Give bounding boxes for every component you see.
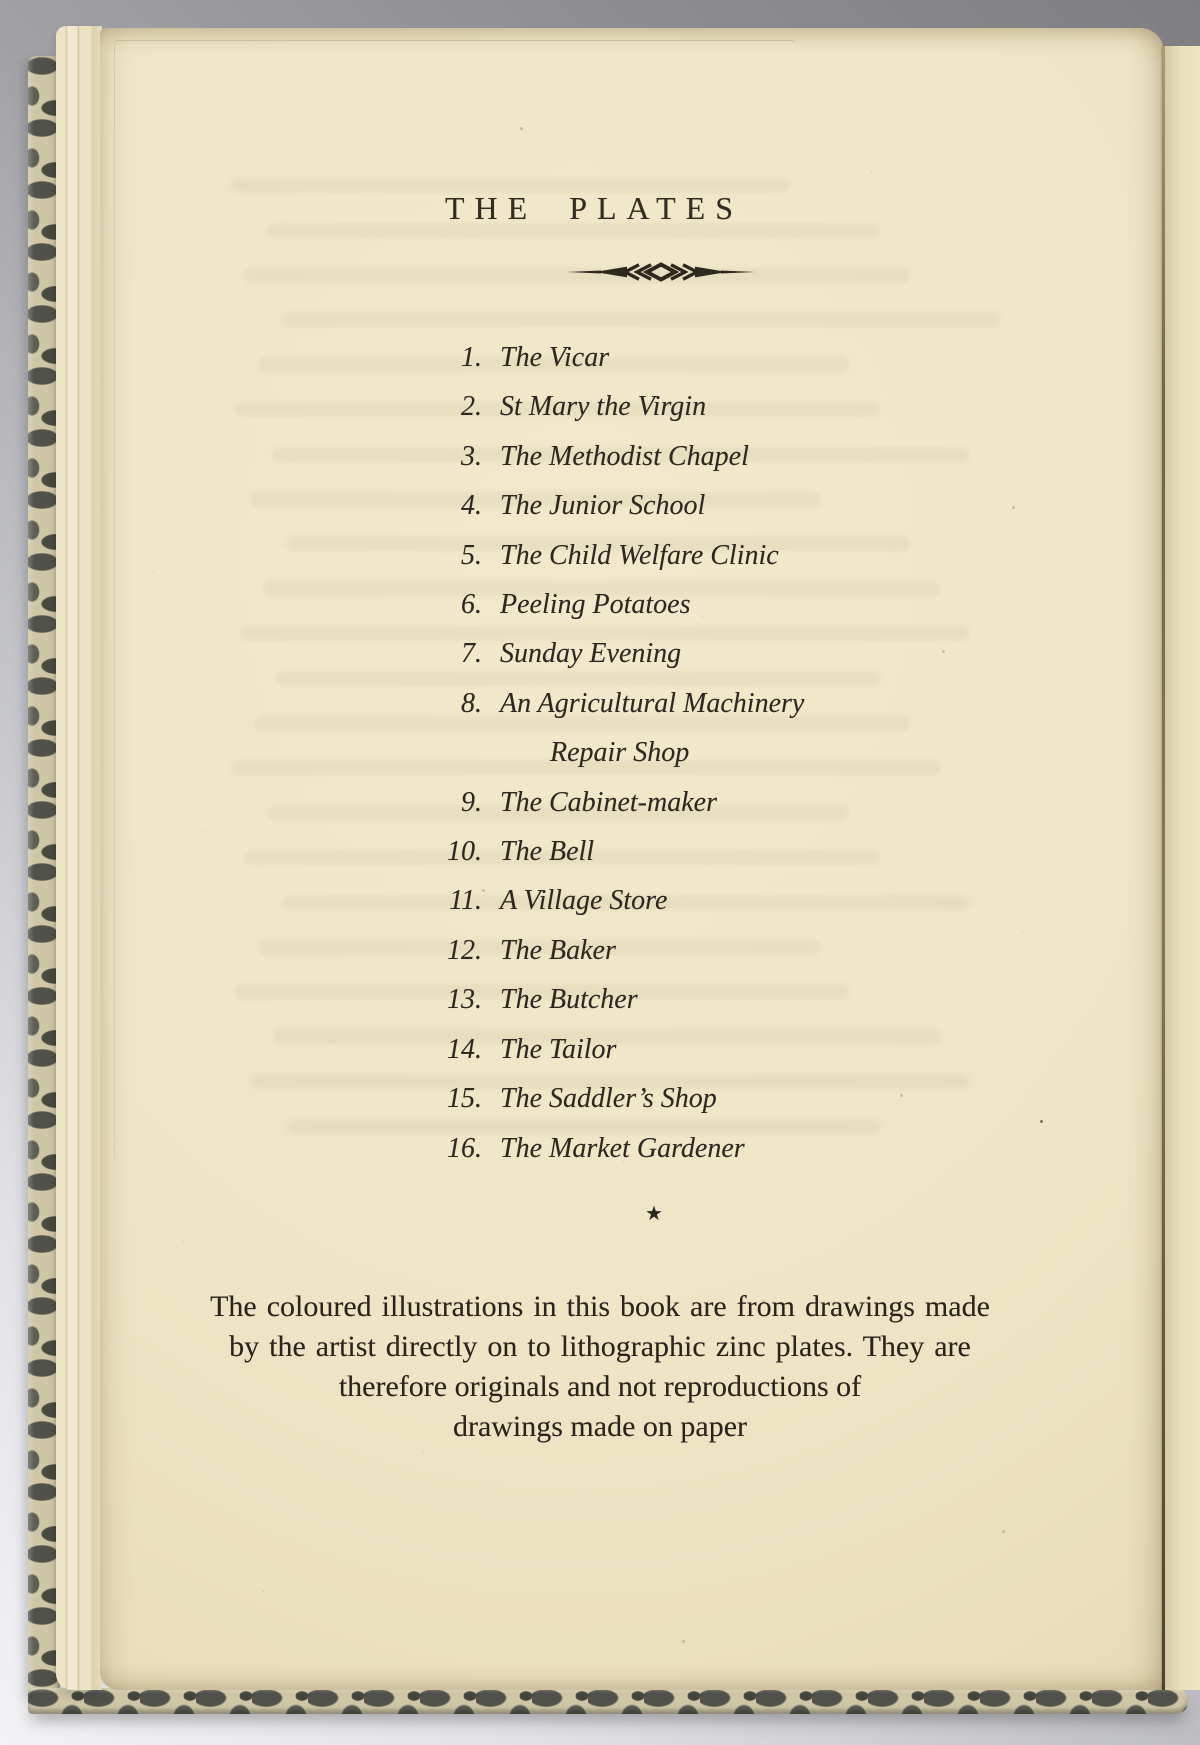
plate-number: 15. [447, 1083, 482, 1115]
plate-title: The Tailor [500, 1033, 617, 1065]
plate-list-item [402, 432, 804, 481]
arrow-diamond-divider-icon [567, 262, 755, 282]
plate-number: 6. [461, 589, 482, 621]
plate-title: St Mary the Virgin [500, 391, 707, 423]
plate-title: The Butcher [500, 984, 638, 1016]
paper-flecks [100, 28, 103, 31]
plate-title-continuation: Repair Shop [550, 737, 690, 769]
plate-number: 10. [447, 836, 482, 868]
plate-title: The Junior School [500, 490, 706, 522]
plate-list-item [402, 679, 804, 728]
plate-title: The Cabinet-maker [500, 786, 717, 818]
plate-list-item [402, 876, 804, 925]
plate-title: A Village Store [500, 885, 668, 917]
book-page [100, 28, 1164, 1690]
plate-number: 3. [461, 440, 482, 472]
plate-title: Peeling Potatoes [500, 589, 691, 621]
plate-list-item [402, 580, 804, 629]
adjacent-page-edge [1165, 46, 1200, 1690]
plate-title: The Child Welfare Clinic [500, 539, 779, 571]
book-cover-marbled-bottom-edge [28, 1688, 1188, 1714]
plate-number: 14. [447, 1033, 482, 1065]
plate-list-item [402, 333, 804, 382]
plate-list-item [402, 1124, 804, 1173]
plate-title: The Bell [500, 836, 595, 868]
plate-number: 7. [461, 638, 482, 670]
plate-title: The Market Gardener [500, 1132, 745, 1164]
plate-title: An Agricultural Machinery [500, 687, 805, 719]
plate-list-item [402, 975, 804, 1024]
star-separator: ★ [645, 1203, 663, 1225]
plate-list-item [402, 1025, 804, 1074]
page-title: THE PLATES [445, 190, 743, 226]
plate-list-item [402, 926, 804, 975]
plate-title: The Baker [500, 934, 616, 966]
plate-title: Sunday Evening [500, 638, 682, 670]
plate-title: The Methodist Chapel [500, 440, 749, 472]
plate-list-item [402, 382, 804, 431]
plates-list [402, 333, 804, 1173]
colophon-line: The coloured illustrations in this book are from drawings made [210, 1290, 990, 1323]
colophon-line: therefore originals and not reproductions of [338, 1370, 862, 1403]
plate-number: 13. [447, 984, 482, 1016]
plate-number: 4. [461, 490, 482, 522]
plate-list-item [402, 629, 804, 678]
colophon-line: by the artist directly on to lithographic zinc plates. They are [229, 1330, 971, 1363]
plate-number: 11. [449, 885, 482, 917]
plate-title: The Saddler’s Shop [500, 1083, 717, 1115]
colophon-line: drawings made on paper [452, 1410, 748, 1443]
plate-number: 9. [461, 786, 482, 818]
plate-number: 16. [447, 1132, 482, 1164]
plate-list-item [402, 1074, 804, 1123]
plate-list-item [402, 531, 804, 580]
plate-list-item [402, 827, 804, 876]
plate-number: 8. [461, 687, 482, 719]
plate-list-item [402, 778, 804, 827]
plate-number: 2. [461, 391, 482, 423]
plate-list-item [402, 481, 804, 530]
page-edges-stack [56, 26, 102, 1690]
colophon-note [100, 1287, 1100, 1447]
plate-number: 5. [461, 539, 482, 571]
plate-title: The Vicar [500, 342, 610, 373]
plate-number: 1. [461, 342, 482, 373]
plate-number: 12. [447, 934, 482, 966]
